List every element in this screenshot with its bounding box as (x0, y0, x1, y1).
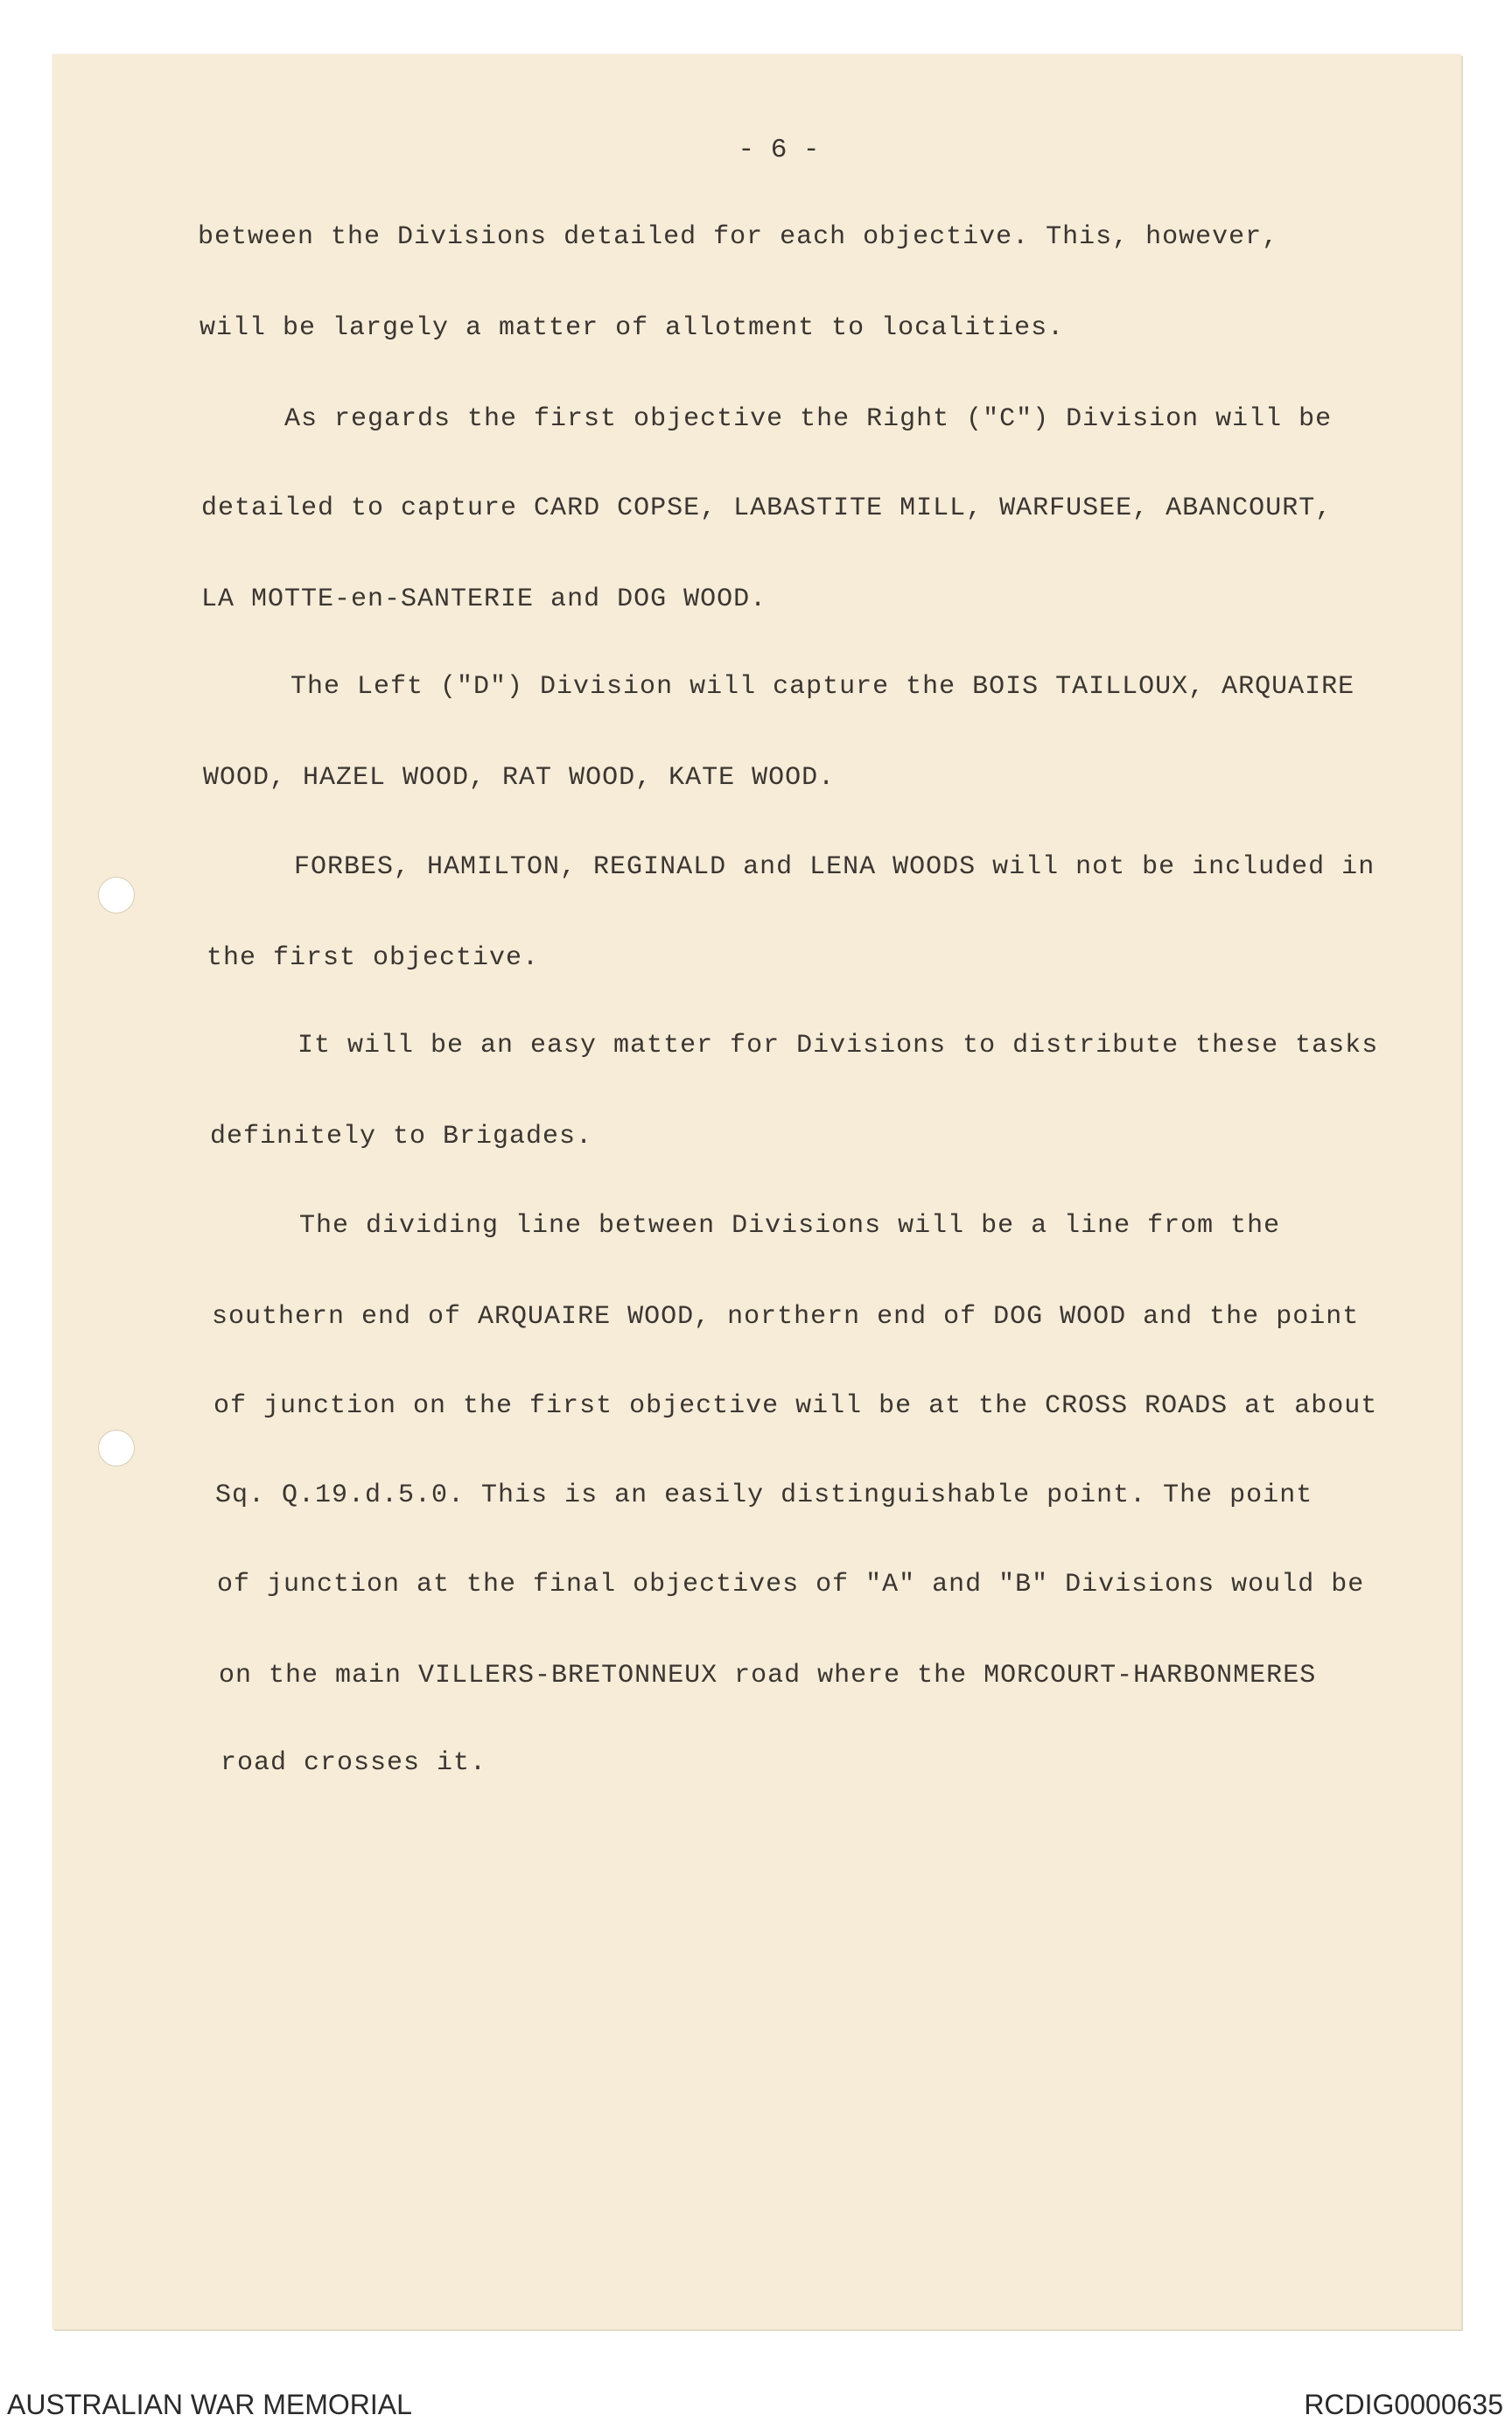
text-line: detailed to capture CARD COPSE, LABASTITE MILL, WARFUSEE, ABANCOURT, (201, 494, 1333, 523)
text-line: The Left ("D") Division will capture the BOIS TAILLOUX, ARQUAIRE (290, 672, 1355, 702)
text-line: the first objective. (206, 943, 540, 973)
text-line: WOOD, HAZEL WOOD, RAT WOOD, KATE WOOD. (203, 763, 836, 793)
text-line: As regards the first objective the Right ("C") Division will be (284, 404, 1333, 434)
text-line: Sq. Q.19.d.5.0. This is an easily distinguishable point. The point (215, 1480, 1313, 1510)
text-line: FORBES, HAMILTON, REGINALD and LENA WOODS will not be included in (294, 852, 1376, 882)
text-line: The dividing line between Divisions will be a line from the (299, 1211, 1281, 1241)
footer-record-id: RCDIG0000635 (1304, 2389, 1503, 2420)
document-page (52, 54, 1461, 2329)
text-line: of junction at the final objectives of "A" and "B" Divisions would be (217, 1570, 1365, 1600)
punch-hole-top (98, 877, 135, 914)
text-line: definitely to Brigades. (210, 1122, 593, 1152)
text-line: It will be an easy matter for Divisions to distribute these tasks (298, 1031, 1379, 1060)
text-line: southern end of ARQUAIRE WOOD, northern end of DOG WOOD and the point (212, 1302, 1360, 1332)
text-line: on the main VILLERS-BRETONNEUX road where the MORCOURT-HARBONMERES (219, 1661, 1317, 1690)
text-line: road crosses it. (220, 1748, 487, 1778)
punch-hole-bottom (98, 1430, 135, 1466)
text-line: between the Divisions detailed for each objective. This, however, (198, 222, 1279, 252)
text-line: will be largely a matter of allotment to localities. (200, 313, 1065, 343)
page-number: - 6 - (738, 135, 820, 165)
footer-institution: AUSTRALIAN WAR MEMORIAL (7, 2389, 412, 2420)
text-line: LA MOTTE-en-SANTERIE and DOG WOOD. (201, 584, 767, 614)
text-line: of junction on the first objective will be at the CROSS ROADS at about (214, 1391, 1378, 1421)
